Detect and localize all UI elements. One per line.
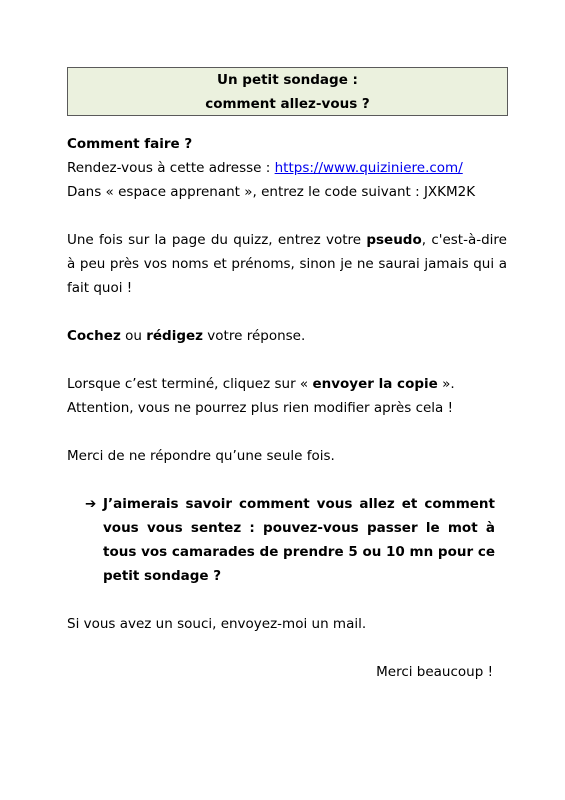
answer-line: Cochez ou rédigez votre réponse. <box>67 328 306 344</box>
request-text: J’aimerais savoir comment vous allez et comment vous vous sentez : pouvez-vous passer le mot à tous vos camarades de prendre 5 ou 10 mn pour ce petit sondage ? <box>103 496 495 584</box>
code-line: Dans « espace apprenant », entrez le code suivant : JXKM2K <box>67 184 476 200</box>
request-block <box>85 492 507 588</box>
address-line: Rendez-vous à cette adresse : https://www.quiziniere.com/ <box>67 160 463 176</box>
title-box <box>67 67 508 116</box>
how-to-heading: Comment faire ? <box>67 136 193 152</box>
document-body <box>67 132 507 684</box>
thanks-line: Merci beaucoup ! <box>376 664 493 680</box>
finish-line: Lorsque c’est terminé, cliquez sur « envoyer la copie ». <box>67 376 455 392</box>
title-line-2: comment allez-vous ? <box>205 95 370 112</box>
once-line: Merci de ne répondre qu’une seule fois. <box>67 448 335 464</box>
quiziniere-link[interactable]: https://www.quiziniere.com/ <box>274 160 463 176</box>
problem-line: Si vous avez un souci, envoyez-moi un mail. <box>67 616 367 632</box>
arrow-right-icon: ➔ <box>85 496 97 512</box>
pseudo-paragraph: Une fois sur la page du quizz, entrez votre pseudo, c'est-à-dire à peu près vos noms et prénoms, sinon je ne saurai jamais qui a fait quoi ! <box>67 232 507 296</box>
pseudo-bold: pseudo <box>366 232 422 248</box>
warning-line: Attention, vous ne pourrez plus rien modifier après cela ! <box>67 400 454 416</box>
title-line-1: Un petit sondage : <box>217 71 358 88</box>
